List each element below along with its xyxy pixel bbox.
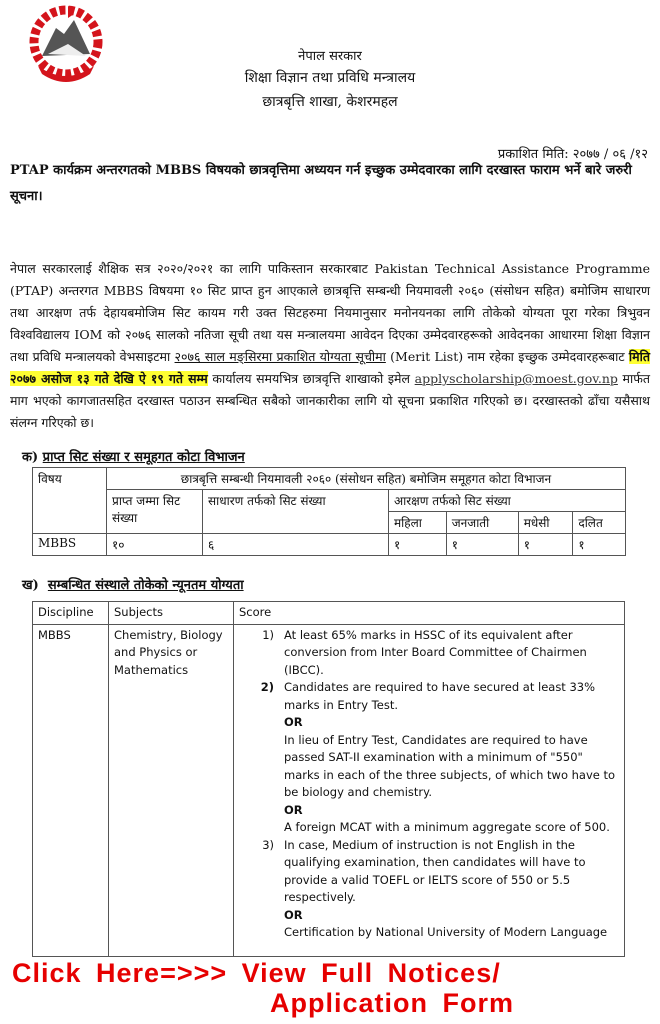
item-text: Certification by National University of Modern Language — [284, 925, 608, 939]
item-text: Candidates are required to have secured at least 33% marks in Entry Test. — [284, 680, 596, 712]
cell: १ — [573, 534, 626, 556]
deadline-highlight: मिति २०७७ असोज १३ गते देखि ऐ १९ गते सम्म — [10, 349, 650, 386]
section-title: सम्बन्धित संस्थाले तोकेको न्यूनतम योग्यता — [47, 578, 244, 593]
col-discipline: Discipline — [33, 602, 109, 625]
publish-date: प्रकाशित मिति: २०७७ / ०६ /१२ — [497, 147, 648, 162]
cell: १ — [518, 534, 573, 556]
qualification-table — [32, 601, 625, 957]
score-item — [254, 837, 619, 942]
email-link[interactable]: applyscholarship@moest.gov.np — [414, 371, 618, 386]
cell: ६ — [203, 534, 389, 556]
item-number: 2) — [260, 680, 274, 694]
cta-line[interactable]: Application Form — [270, 988, 514, 1018]
discipline-cell: MBBS — [33, 624, 109, 957]
col-general: साधारण तर्फको सिट संख्या — [203, 490, 389, 534]
body-text: कार्यालय समयभित्र छात्रवृत्ति शाखाको इमेल — [207, 371, 415, 386]
notice-title: PTAP कार्यक्रम अन्तरगतको MBBS विषयको छात्रवृत्तिमा अध्ययन गर्न इच्छुक उम्मेदवारका लागि दरखास्त फाराम भर्ने बारे जरुरी सूचना। — [10, 163, 632, 204]
merit-list-text: २०७६ साल मङ्सिरमा प्रकाशित योग्यता सूचीमा — [174, 349, 386, 364]
item-text: A foreign MCAT with a minimum aggregate score of 500. — [284, 820, 610, 834]
col-reserved: आरक्षण तर्फको सिट संख्या — [389, 490, 626, 512]
col-subject: विषय — [33, 468, 107, 534]
gov-name: नेपाल सरकार — [298, 49, 362, 64]
subjects-cell: Chemistry, Biology and Physics or Mathematics — [109, 624, 234, 957]
score-cell — [234, 624, 625, 957]
item-text: In case, Medium of instruction is not English in the qualifying examination, then candidates will have to provide a valid TOEFL or IELTS score of 550 or 5.5 respectively. — [284, 837, 586, 904]
col-total: प्राप्त जम्मा सिट संख्या — [107, 490, 203, 534]
notice-body — [10, 258, 650, 434]
item-text: OR — [284, 715, 303, 729]
office-name: छात्रबृत्ति शाखा, केशरमहल — [262, 94, 398, 110]
item-number: 1) — [262, 627, 274, 642]
score-item — [254, 627, 619, 680]
view-full-notice-link[interactable] — [12, 958, 514, 1018]
section-a-heading — [22, 447, 245, 465]
score-item — [254, 679, 619, 837]
cta-line[interactable]: Click Here=>>> View Full Notices/ — [12, 958, 501, 988]
section-title: प्राप्त सिट संख्या र समूहगत कोटा विभाजन — [42, 450, 245, 465]
section-prefix: ख) — [22, 578, 39, 593]
table-row — [33, 534, 626, 556]
cell: MBBS — [33, 534, 107, 556]
cell: १ — [389, 534, 447, 556]
col-madhesi: मधेसी — [518, 512, 573, 534]
item-text: OR — [284, 802, 303, 817]
col-dalit: दलित — [573, 512, 626, 534]
section-prefix: क) — [22, 450, 39, 465]
col-janajati: जनजाती — [446, 512, 518, 534]
body-text: नेपाल सरकारलाई शैक्षिक सत्र २०२०/२०२१ का लागि पाकिस्तान सरकारबाट Pakistan Technical Assistance Programme (PTAP) अन्तरगत MBBS विषयमा १० सिट प्राप्त हुन आएकाले छात्रबृत्ति सम्बन्धी नियमावली २०६० (संसोधन सहित) बमोजिम साधारण तथा आरक्षण तर्फ देहायबमोजिम सिट कायम गरी उक्त सिटहरुमा नियमानुसार मनोनयनका लागि तोकेको योग्यता पूरा गरेका त्रिभुवन विश्वविद्यालय IOM को २०७६ सालको नतिजा सूची तथा यस मन्त्रालयमा आवेदन दिएका उम्मेदवारहरूको आवेदनका आधारमा शिक्षा विज्ञान तथा प्रविधि मन्त्रालयको वेभसाइटमा — [10, 261, 650, 364]
col-score: Score — [234, 602, 625, 625]
ministry-name: शिक्षा विज्ञान तथा प्रविधि मन्त्रालय — [244, 70, 416, 86]
item-text: At least 65% marks in HSSC of its equivalent after conversion from Inter Board Committee of Chairmen (IBCC). — [284, 627, 587, 677]
section-b-heading — [22, 575, 244, 593]
cell: १ — [446, 534, 518, 556]
col-group: छात्रबृत्ति सम्बन्धी नियमावली २०६० (संसोधन सहित) बमोजिम समूहगत कोटा विभाजन — [107, 468, 626, 490]
item-text: OR — [284, 907, 303, 922]
cell: १० — [107, 534, 203, 556]
seat-quota-table — [32, 467, 626, 556]
body-text: (Merit List) नाम रहेका इच्छुक उम्मेदवारहरूबाट — [385, 349, 629, 364]
item-number: 3) — [262, 837, 274, 852]
col-women: महिला — [389, 512, 447, 534]
table-row — [33, 624, 625, 957]
col-subjects: Subjects — [109, 602, 234, 625]
item-text: In lieu of Entry Test, Candidates are required to have passed SAT-II examination with a minimum of "550" marks in each of the three subjects, of which two have to be biology and chemistry. — [284, 732, 616, 799]
body-text: मार्फत माग भएको कागजातसहित दरखास्त पठाउन सम्बन्धित सबैको जानकारीका लागि यो सूचना प्रकाशित गरिएको छ। दरखास्तको ढाँचा यसैसाथ संलग्न गरिएको छ। — [10, 371, 651, 430]
